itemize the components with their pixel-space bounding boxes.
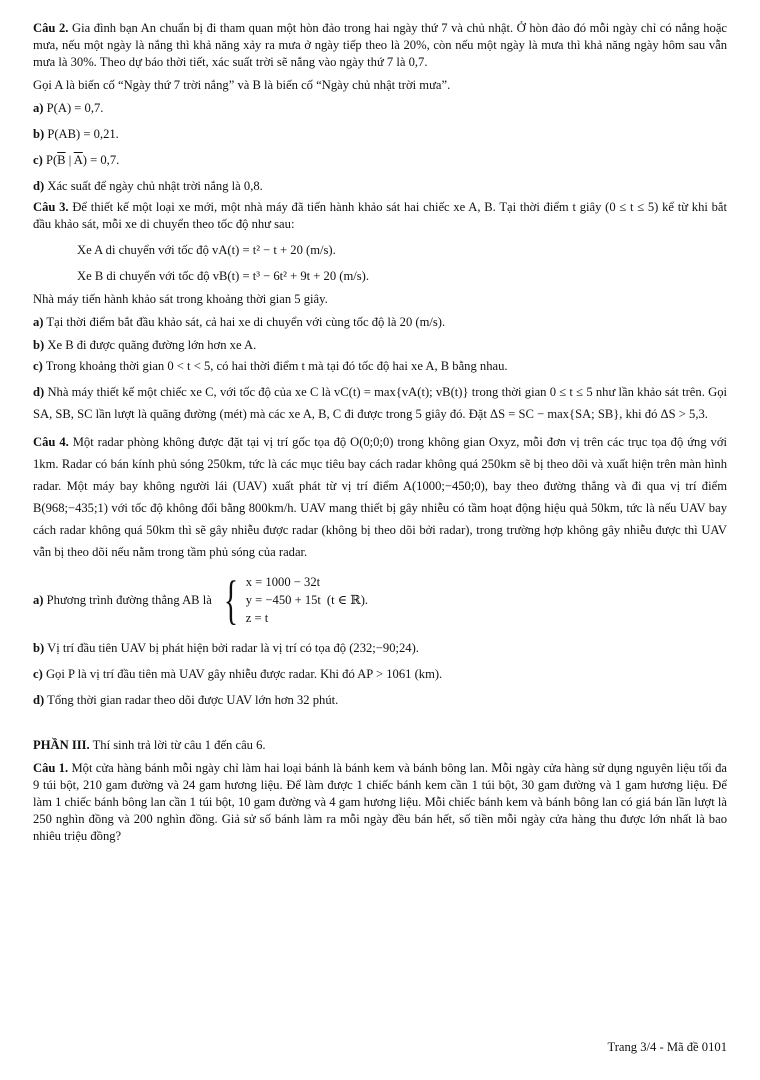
q2-option-a: a) P(A) = 0,7. [33, 101, 104, 115]
q2-intro: Câu 2. Gia đình bạn An chuẩn bị đi tham quan một hòn đảo trong hai ngày thứ 7 và chủ nhật. Ở hòn đảo đó mỗi ngày chỉ có nắng hoặc mưa, nếu một ngày là nắng thì khả năng xảy ra mưa ở ngày tiếp theo là 20%, còn nếu một ngày là mưa thì khả năng ngày hôm sau vẫn mưa là 30%. Theo dự báo thời tiết, xác suất trời sẽ nắng vào ngày thứ 7 là 0,7. [33, 21, 727, 69]
q2-option-b: b) P(AB) = 0,21. [33, 127, 119, 141]
q3-intro: Câu 3. Để thiết kế một loại xe mới, một nhà máy đã tiến hành khảo sát hai chiếc xe A, B. Tại thời điểm t giây (0 ≤ t ≤ 5) kể từ khi bắt đầu khảo sát, mỗi xe di chuyển theo tốc độ như sau: [33, 200, 727, 231]
q3-option-a: a) Tại thời điểm bắt đầu khảo sát, cả hai xe di chuyển với cùng tốc độ là 20 (m/s). [33, 315, 446, 329]
page-footer: Trang 3/4 - Mã đề 0101 [607, 1040, 727, 1054]
exam-content [33, 20, 727, 845]
q4-option-a: a) Phương trình đường thẳng AB là { x = 1000 − 32t y = −450 + 15t z = t (t ∈ ℝ). [33, 570, 369, 630]
q2-option-c: c) $P(\overline{B}$ | $\overline{A}) = 0,7$. [33, 153, 120, 167]
q3-option-b: b) Xe B đi được quãng đường lớn hơn xe A. [33, 338, 257, 352]
q3-car-a: Xe A di chuyển với tốc độ vA(t) = t² − t + 20 (m/s). [77, 243, 336, 257]
q4-option-b: b) Vị trí đầu tiên UAV bị phát hiện bởi radar là vị trí có tọa độ (232;−90;24). [33, 641, 419, 655]
p3-q1: Câu 1. Một cửa hàng bánh mỗi ngày chỉ làm hai loại bánh là bánh kem và bánh bông lan. Mỗi ngày cửa hàng sử dụng nguyên liệu tối đa 9 túi bột, 210 gam đường và 24 gam hương liệu. Để làm được 1 chiếc bánh kem cần 1 túi bột, 30 gam đường và 1 gam hương liệu. Để làm 1 chiếc bánh bông lan cần 1 túi bột, 10 gam đường và 4 gam hương liệu. Mỗi chiếc bánh kem và bánh bông lan có giá bán lần lượt là 250 nghìn đồng và 200 nghìn đồng. Giả sử số bánh làm ra mỗi ngày đều bán hết, số tiền mỗi ngày cửa hàng thu được lớn nhất là bao nhiêu triệu đồng? [33, 761, 727, 843]
q3-option-c: c) Trong khoảng thời gian 0 < t < 5, có hai thời điểm t mà tại đó tốc độ hai xe A, B bằng nhau. [33, 359, 508, 373]
q3-car-b: Xe B di chuyển với tốc độ vB(t) = t³ − 6t² + 9t + 20 (m/s). [77, 269, 370, 283]
system-brace: { [223, 570, 238, 630]
q3-option-d: d) Nhà máy thiết kế một chiếc xe C, với tốc độ của xe C là vC(t) = max{vA(t); vB(t)} trong thời gian 0 ≤ t ≤ 5 như lần khảo sát trên. Gọi SA, SB, SC lần lượt là quãng đường (mét) mà các xe A, B, C đi được trong 5 giây đó. Đặt ΔS = SC − max{SA; SB}, khi đó ΔS > 5,3. [33, 385, 727, 421]
q2-events: Gọi A là biến cố “Ngày thứ 7 trời nắng” và B là biến cố “Ngày chủ nhật trời mưa”. [33, 78, 451, 92]
q3-duration: Nhà máy tiến hành khảo sát trong khoảng thời gian 5 giây. [33, 292, 328, 306]
q4-option-d: d) Tổng thời gian radar theo dõi được UAV lớn hơn 32 phút. [33, 693, 339, 707]
line-equation-system: x = 1000 − 32t y = −450 + 15t z = t [245, 575, 321, 625]
q4-option-c: c) Gọi P là vị trí đầu tiên mà UAV gây nhiễu được radar. Khi đó AP > 1061 (km). [33, 667, 443, 681]
q4-intro: Câu 4. Một radar phòng không được đặt tại vị trí gốc tọa độ O(0;0;0) trong không gian Oxyz, mỗi đơn vị trên các trục tọa độ ứng với 1km. Radar có bán kính phủ sóng 250km, tức là các mục tiêu bay cách radar không quá 250km sẽ bị theo dõi và xuất hiện trên màn hình radar. Một máy bay không người lái (UAV) xuất phát từ vị trí điểm A(1000;−450;0), bay theo đường thẳng và đi qua vị trí điểm B(968;−435;1) với tốc độ không đổi bằng 800km/h. UAV mang thiết bị gây nhiễu có tầm hoạt động hiệu quả 50km, tức là nếu UAV bay cách radar không quá 50km thì sẽ gây nhiễu được radar (không bị theo dõi bởi radar), trong trường hợp không gây nhiễu được thì UAV vẫn bị theo dõi nếu nằm trong tầm phủ sóng của radar. [33, 435, 727, 559]
q2-option-d: d) Xác suất để ngày chủ nhật trời nắng là 0,8. [33, 179, 263, 193]
part3-header: PHẦN III. Thí sinh trả lời từ câu 1 đến câu 6. [33, 738, 266, 752]
